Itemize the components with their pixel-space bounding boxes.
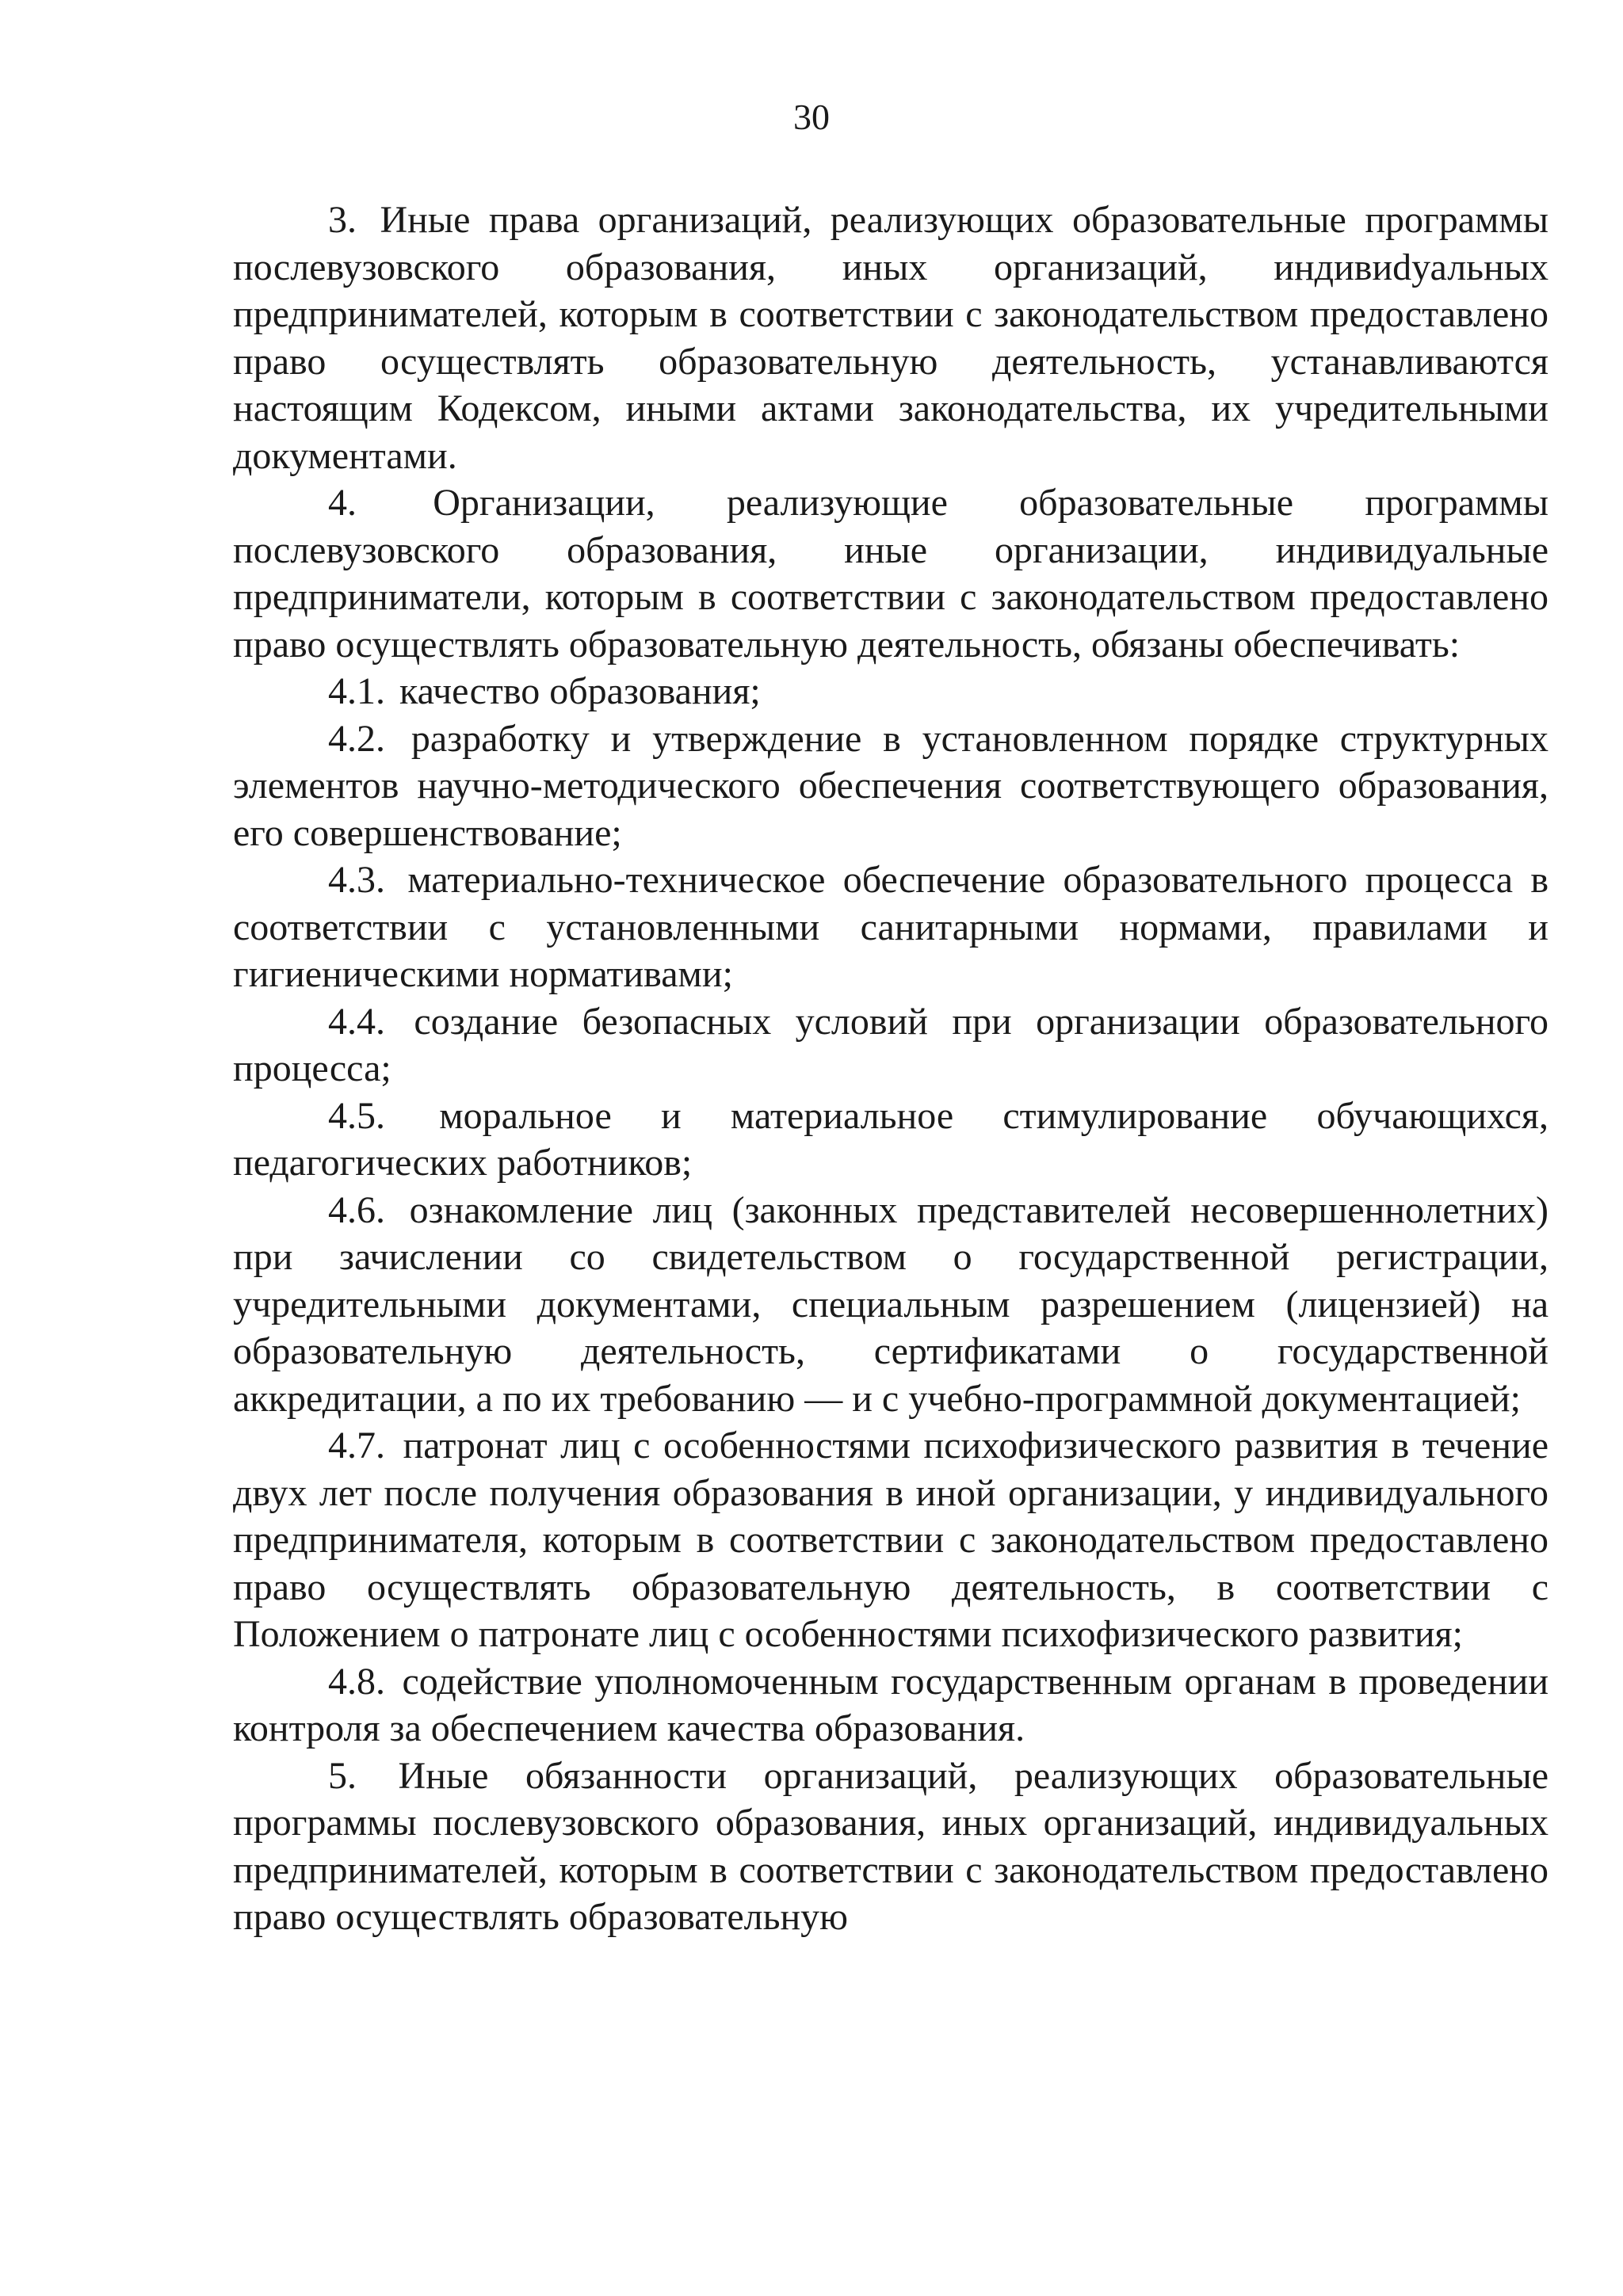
paragraph-number: 4.6. <box>328 1188 385 1231</box>
paragraph-number: 4.2. <box>328 717 385 760</box>
paragraph-text: патронат лиц с особенностями психофизического развития в течение двух лет после получения образования в иной организации, у индивидуального предпринимателя, которым в соответствии с законодательством предоставлено право осуществлять образовательную деятельность, в соответствии с Положением о патронате лиц с особенностями психофизического развития; <box>233 1425 1549 1655</box>
paragraph-4 <box>233 479 1549 668</box>
paragraph-number: 4.8. <box>328 1660 385 1703</box>
paragraph-number: 5. <box>328 1754 357 1797</box>
paragraph-3 <box>233 196 1549 479</box>
paragraph-text: Организации, реализующие образовательные программы послевузовского образования, иные организации, индивидуальные предприниматели, которым в соответствии с законодательством предоставлено право осуществлять образовательную деятельность, обязаны обеспечивать: <box>233 482 1549 666</box>
paragraph-text: разработку и утверждение в установленном порядке структурных элементов научно-методического обеспечения соответствующего образования, его совершенствование; <box>233 717 1549 854</box>
paragraph-4-4 <box>233 998 1549 1093</box>
paragraph-text: ознакомление лиц (законных представителей несовершеннолетних) при зачислении со свидетельством о государственной регистрации, учредительными документами, специальным разрешением (лицензией) на образовательную деятельность, сертификатами о государственной аккредитации, а по их требованию — и с учебно-программной документацией; <box>233 1188 1549 1420</box>
paragraph-number: 4.4. <box>328 1000 385 1043</box>
paragraph-number: 4.3. <box>328 859 385 901</box>
page-number: 30 <box>793 97 830 137</box>
paragraph-4-3 <box>233 856 1549 998</box>
paragraph-text: материально-техническое обеспечение образовательного процесса в соответствии с установленными санитарными нормами, правилами и гигиеническими нормативами; <box>233 859 1549 995</box>
document-body <box>233 196 1549 1941</box>
paragraph-number: 4.7. <box>328 1425 385 1466</box>
paragraph-text: содействие уполномоченным государственным органам в проведении контроля за обеспечением качества образования. <box>233 1660 1549 1749</box>
paragraph-text: Иные обязанности организаций, реализующих образовательные программы послевузовского образования, иных организаций, индивидуальных предпринимателей, которым в соответствии с законодательством предоставлено право осуществлять образовательную <box>233 1754 1549 1938</box>
paragraph-4-2 <box>233 715 1549 857</box>
paragraph-text: создание безопасных условий при организации образовательного процесса; <box>233 1000 1549 1089</box>
paragraph-4-1 <box>233 668 1549 715</box>
paragraph-text: моральное и материальное стимулирование обучающихся, педагогических работников; <box>233 1094 1549 1184</box>
paragraph-4-6 <box>233 1187 1549 1423</box>
paragraph-number: 4.5. <box>328 1094 385 1137</box>
paragraph-4-8 <box>233 1658 1549 1753</box>
paragraph-text: Иные права организаций, реализующих образовательные программы послевузовского образования, иных организаций, индивиdуальных предпринимателей, которым в соответствии с законодательством предоставлено право осуществлять образовательную деятельность, устанавливаются настоящим Кодексом, иными актами законодательства, их учредительными документами. <box>233 199 1549 477</box>
paragraph-5 <box>233 1753 1549 1941</box>
paragraph-4-5 <box>233 1093 1549 1187</box>
paragraph-number: 4.1. <box>328 670 385 712</box>
paragraph-4-7 <box>233 1422 1549 1658</box>
paragraph-text: качество образования; <box>399 670 761 712</box>
paragraph-number: 4. <box>328 482 357 524</box>
paragraph-number: 3. <box>328 199 357 241</box>
